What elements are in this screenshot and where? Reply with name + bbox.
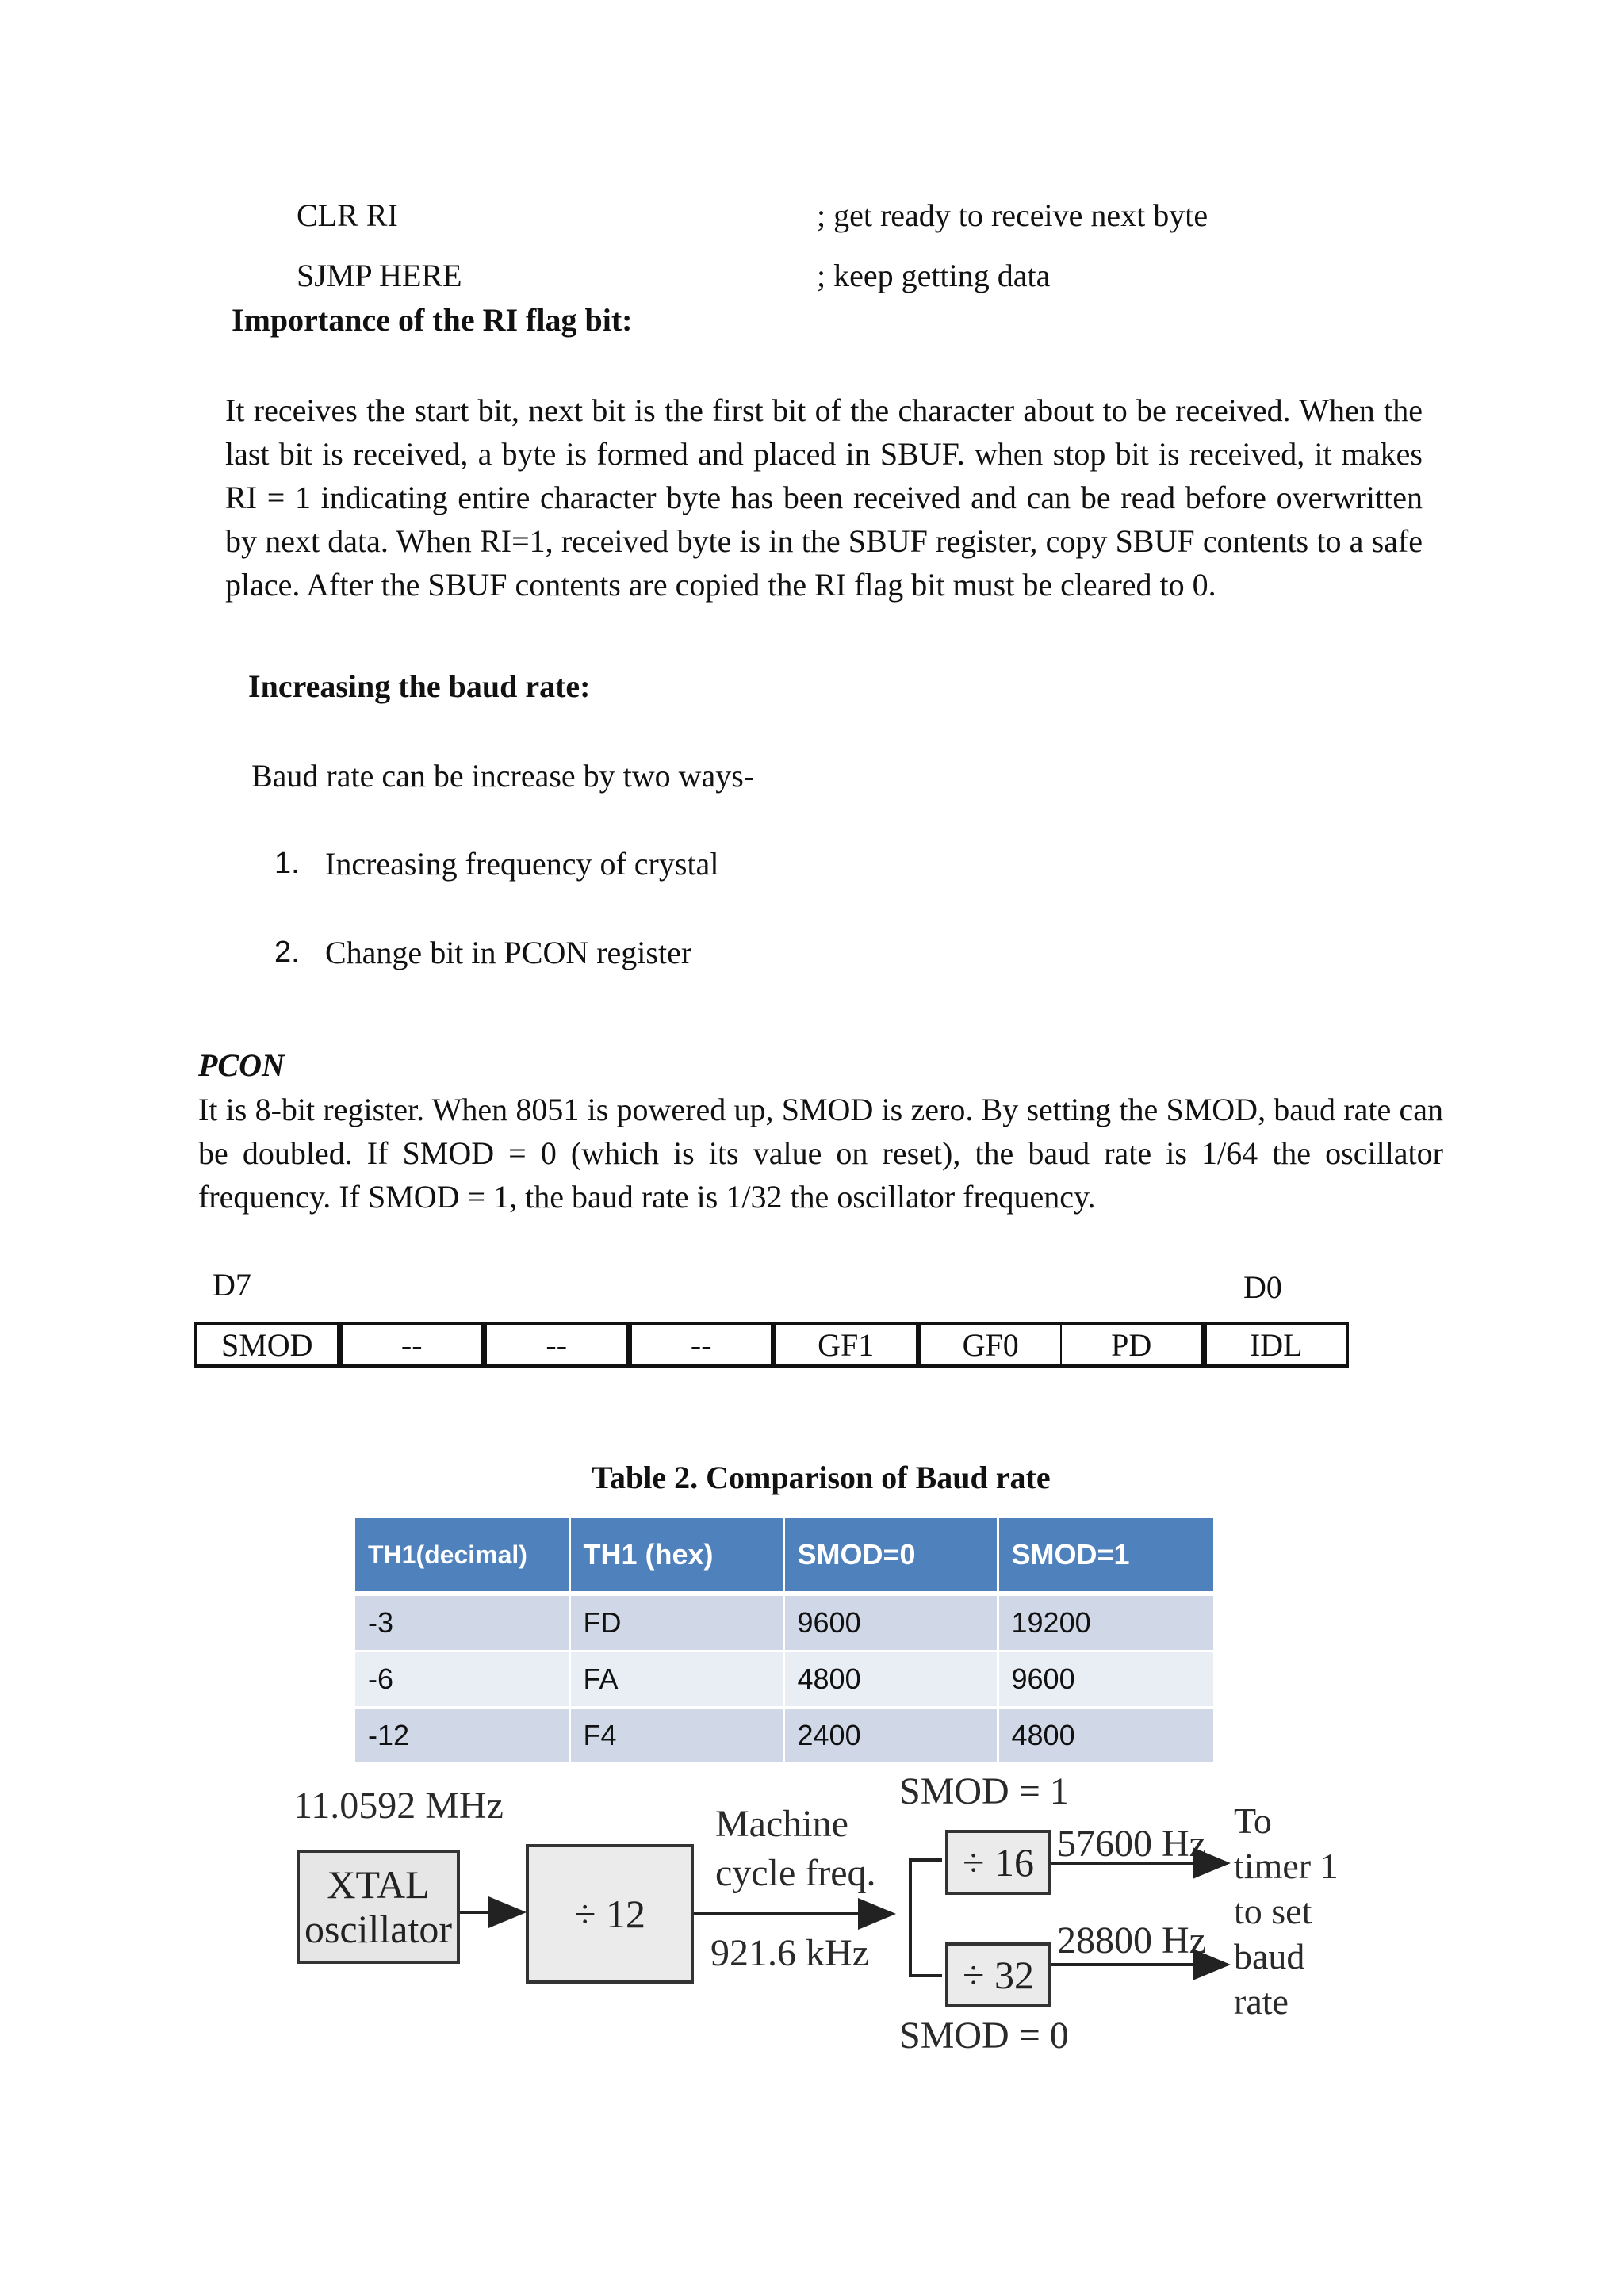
table-cell: 2400	[783, 1708, 998, 1763]
table-header-cell: SMOD=0	[783, 1518, 998, 1594]
split-bracket	[910, 1860, 942, 1976]
table-cell: 9600	[783, 1594, 998, 1651]
destination-line-4: baud	[1234, 1936, 1305, 1976]
xtal-box-line-2: oscillator	[304, 1907, 453, 1951]
divide-by-16-label: ÷ 16	[963, 1840, 1034, 1885]
table-cell: -6	[355, 1651, 569, 1708]
register-bit-1: PD	[1062, 1325, 1207, 1364]
register-bit-7: SMOD	[197, 1325, 343, 1364]
output-28800-label: 28800 Hz	[1057, 1919, 1206, 1961]
ri-paragraph: It receives the start bit, next bit is the first bit of the character about to be received. When the last bit is received, a byte is formed and placed in SBUF. when stop bit is received, it makes RI = 1 indicating entire character byte has been received and can be read before overwritten by next data. When RI=1, received byte is in the SBUF register, copy SBUF contents to a safe place. After the SBUF contents are copied the RI flag bit must be cleared to 0.	[225, 392, 1423, 603]
output-57600-label: 57600 Hz	[1057, 1823, 1206, 1865]
table-cell: 4800	[783, 1651, 998, 1708]
code-comment-1: ; get ready to receive next byte	[817, 197, 1208, 233]
table-cell: FA	[569, 1651, 783, 1708]
pcon-paragraph: It is 8-bit register. When 8051 is powered up, SMOD is zero. By setting the SMOD, baud rate can be doubled. If SMOD = 0 (which is its value on reset), the baud rate is 1/64 the oscillator frequency. If SMOD = 1, the baud rate is 1/32 the oscillator frequency.	[198, 1092, 1443, 1215]
list-number-2: 2.	[274, 936, 300, 969]
list-item-1: Increasing frequency of crystal	[325, 846, 719, 882]
table-cell: FD	[569, 1594, 783, 1651]
table-cell: -12	[355, 1708, 569, 1763]
machine-cycle-line-1: Machine	[715, 1803, 848, 1845]
table-title: Table 2. Comparison of Baud rate	[592, 1460, 1051, 1495]
destination-line-1: To	[1234, 1800, 1272, 1841]
crystal-frequency-label: 11.0592 MHz	[293, 1785, 504, 1827]
table-header-cell: SMOD=1	[998, 1518, 1213, 1594]
divide-by-32-label: ÷ 32	[963, 1953, 1034, 1997]
code-instruction-1: CLR RI	[297, 197, 398, 233]
ri-heading: Importance of the RI flag bit:	[232, 302, 633, 338]
code-instruction-2: SJMP HERE	[297, 258, 462, 293]
list-item-2: Change bit in PCON register	[325, 935, 692, 970]
code-comment-2: ; keep getting data	[817, 258, 1051, 293]
table-header-cell: TH1 (hex)	[569, 1518, 783, 1594]
smod-1-label: SMOD = 1	[899, 1770, 1069, 1812]
register-lsb-label: D0	[1243, 1269, 1282, 1305]
xtal-box-line-1: XTAL	[327, 1862, 430, 1907]
table-cell: F4	[569, 1708, 783, 1763]
table-header-cell: TH1(decimal)	[355, 1518, 569, 1594]
pcon-heading: PCON	[198, 1047, 285, 1083]
register-msb-label: D7	[213, 1267, 251, 1303]
register-bit-2: GF0	[921, 1325, 1063, 1364]
register-bit-3: GF1	[776, 1325, 921, 1364]
divide-by-12-label: ÷ 12	[574, 1892, 645, 1936]
destination-line-2: timer 1	[1234, 1846, 1339, 1886]
destination-line-3: to set	[1234, 1891, 1312, 1931]
baud-intro: Baud rate can be increase by two ways-	[251, 758, 755, 794]
baud-heading: Increasing the baud rate:	[248, 668, 591, 704]
table-cell: 9600	[998, 1651, 1213, 1708]
table-cell: -3	[355, 1594, 569, 1651]
machine-frequency-label: 921.6 kHz	[710, 1932, 869, 1974]
register-bit-0: IDL	[1249, 1326, 1303, 1363]
table-cell: 4800	[998, 1708, 1213, 1763]
machine-cycle-line-2: cycle freq.	[715, 1852, 876, 1894]
list-number-1: 1.	[274, 847, 300, 880]
destination-line-5: rate	[1234, 1981, 1289, 2022]
table-cell: 19200	[998, 1594, 1213, 1651]
register-bit-5: --	[487, 1325, 632, 1364]
smod-0-label: SMOD = 0	[899, 2015, 1069, 2057]
register-bit-4: --	[632, 1325, 777, 1364]
register-bit-6: --	[343, 1325, 488, 1364]
